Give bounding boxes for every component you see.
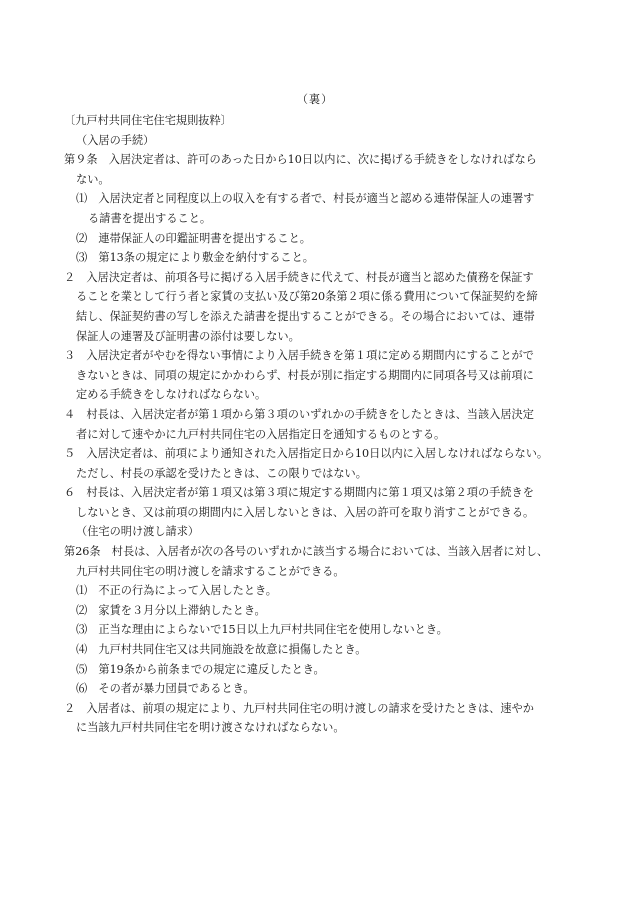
article-26-paragraph-2-line: ２ 入居者は、前項の規定により、九戸村共同住宅の明け渡しの請求を受けたときは、速やか	[64, 701, 534, 715]
section-caption-eviction: （住宅の明け渡し請求）	[76, 525, 200, 539]
regulation-excerpt	[64, 111, 564, 738]
paragraph-5-line: ただし、村長の承認を受けたときは、この限りではない。	[76, 466, 367, 480]
article-9-item-1: る請書を提出すること。	[88, 211, 212, 225]
paragraph-2-line: ２ 入居決定者は、前項各号に掲げる入居手続きに代えて、村長が適当と認めた債務を保証す	[64, 270, 534, 284]
article-26-paragraph-2-line: に当該九戸村共同住宅を明け渡さなければならない。	[76, 721, 345, 735]
article-26-item-3: ⑶ 正当な理由によらないで15日以上九戸村共同住宅を使用しないとき。	[76, 623, 448, 637]
paragraph-3-line: 定める手続きをしなければならない。	[76, 388, 267, 402]
article-9-item-2: ⑵ 連帯保証人の印鑑証明書を提出すること。	[76, 231, 311, 245]
paragraph-4-line: ４ 村長は、入居決定者が第１項から第３項のいずれかの手続きをしたときは、当該入居決定	[64, 407, 534, 421]
article-9-item-3: ⑶ 第13条の規定により敷金を納付すること。	[76, 251, 314, 265]
paragraph-2-line: 保証人の連署及び証明書の添付は要しない。	[76, 329, 300, 343]
paragraph-3-line: ３ 入居決定者がやむを得ない事情により入居手続きを第１項に定める期間内にすることがで	[64, 349, 534, 363]
article-9-line: 第９条 入居決定者は、許可のあった日から10日以内に、次に掲げる手続きをしなければなら	[64, 153, 537, 167]
excerpt-title: 〔九戸村共同住宅住宅規則抜粋〕	[64, 114, 232, 127]
back-side-mark: （裏）	[296, 93, 334, 106]
paragraph-6-line: ６ 村長は、入居決定者が第１項又は第３項に規定する期間内に第１項又は第２項の手続きを	[64, 486, 534, 500]
article-26-item-6: ⑹ その者が暴力団員であるとき。	[76, 682, 255, 696]
paragraph-3-line: きないときは、同項の規定にかかわらず、村長が別に指定する期間内に同項各号又は前項に	[76, 368, 534, 382]
section-caption-move-in: （入居の手続）	[76, 133, 155, 147]
article-26-item-4: ⑷ 九戸村共同住宅又は共同施設を故意に損傷したとき。	[76, 643, 367, 657]
article-26-item-2: ⑵ 家賃を３月分以上滞納したとき。	[76, 603, 266, 617]
paragraph-5-line: ５ 入居決定者は、前項により通知された入居指定日から10日以内に入居しなければならない。	[64, 447, 549, 461]
article-26-item-1: ⑴ 不正の行為によって入居したとき。	[76, 584, 277, 598]
paragraph-4-line: 者に対して速やかに九戸村共同住宅の入居指定日を通知するものとする。	[76, 427, 446, 441]
article-26-line: 第26条 村長は、入居者が次の各号のいずれかに該当する場合においては、当該入居者に対し、	[64, 545, 549, 559]
paragraph-2-line: 結し、保証契約書の写しを添えた請書を提出することができる。その場合においては、連帯	[76, 309, 535, 323]
article-9-line: ない。	[76, 172, 110, 186]
article-26-line: 九戸村共同住宅の明け渡しを請求することができる。	[76, 564, 345, 578]
paragraph-6-line: しないとき、又は前項の期間内に入居しないときは、入居の許可を取り消すことができる。	[76, 505, 535, 519]
article-9-item-1: ⑴ 入居決定者と同程度以上の収入を有する者で、村長が適当と認める連帯保証人の連署す	[76, 192, 535, 206]
article-26-item-5: ⑸ 第19条から前条までの規定に違反したとき。	[76, 662, 325, 676]
paragraph-2-line: ることを業として行う者と家賃の支払い及び第20条第２項に係る費用について保証契約を締	[76, 290, 538, 304]
